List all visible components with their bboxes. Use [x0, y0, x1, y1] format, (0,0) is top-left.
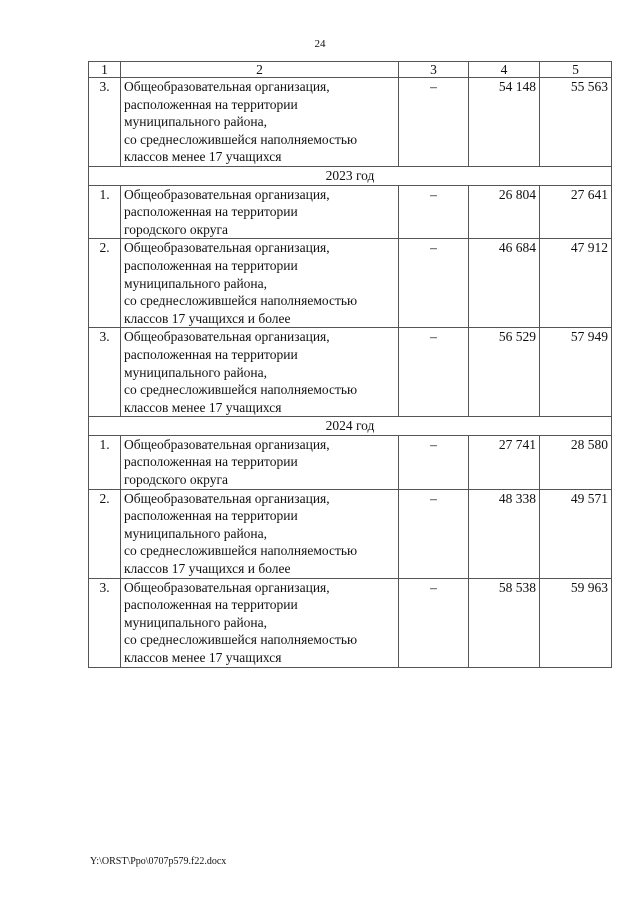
table-row: [89, 489, 612, 578]
description-line: классов 17 учащихся и более: [124, 561, 291, 577]
description-line: расположенная на территории: [124, 454, 298, 470]
description-line: городского округа: [124, 221, 229, 237]
header-cell-3: 3: [399, 62, 469, 78]
description-line: Общеобразовательная организация,: [124, 490, 330, 506]
header-cell-1: 1: [89, 62, 121, 78]
row-number-cell: 3.: [89, 328, 121, 417]
data-table: [88, 61, 612, 668]
column-5-value: 49 571: [540, 489, 612, 578]
description-cell: [121, 435, 399, 489]
description-cell: [121, 78, 399, 167]
description-line: классов менее 17 учащихся: [124, 650, 282, 665]
description-line: муниципального района,: [124, 364, 268, 380]
description-line: Общеобразовательная организация,: [124, 579, 330, 595]
description-line: Общеобразовательная организация,: [124, 329, 330, 345]
column-4-value: 58 538: [469, 578, 540, 667]
description-line: городского округа: [124, 472, 229, 488]
year-label: 2024 год: [89, 417, 612, 436]
table-row: [89, 578, 612, 667]
description-line: расположенная на территории: [124, 204, 298, 220]
column-3-cell: –: [399, 328, 469, 417]
table-row: [89, 435, 612, 489]
description-cell: [121, 185, 399, 239]
description-line: Общеобразовательная организация,: [124, 186, 330, 202]
description-line: со среднесложившейся наполняемостью: [124, 632, 358, 648]
description-cell: [121, 328, 399, 417]
description-line: расположенная на территории: [124, 346, 298, 362]
description-line: муниципального района,: [124, 614, 268, 630]
column-3-cell: –: [399, 239, 469, 328]
column-3-cell: –: [399, 78, 469, 167]
description-line: классов 17 учащихся и более: [124, 310, 291, 326]
table-row: [89, 239, 612, 328]
table-row: [89, 328, 612, 417]
row-number-cell: 1.: [89, 185, 121, 239]
description-line: со среднесложившейся наполняемостью: [124, 543, 358, 559]
description-line: расположенная на территории: [124, 508, 298, 524]
column-3-cell: –: [399, 185, 469, 239]
description-line: расположенная на территории: [124, 257, 298, 273]
column-5-value: 47 912: [540, 239, 612, 328]
description-line: со среднесложившейся наполняемостью: [124, 293, 358, 309]
description-line: Общеобразовательная организация,: [124, 240, 330, 256]
column-4-value: 26 804: [469, 185, 540, 239]
description-line: Общеобразовательная организация,: [124, 436, 330, 452]
description-cell: [121, 489, 399, 578]
column-3-cell: –: [399, 435, 469, 489]
column-4-value: 27 741: [469, 435, 540, 489]
description-line: классов менее 17 учащихся: [124, 149, 282, 165]
description-line: муниципального района,: [124, 275, 268, 291]
column-4-value: 56 529: [469, 328, 540, 417]
description-line: муниципального района,: [124, 525, 268, 541]
column-3-cell: –: [399, 578, 469, 667]
row-number-cell: 2.: [89, 489, 121, 578]
description-line: расположенная на территории: [124, 597, 298, 613]
column-5-value: 55 563: [540, 78, 612, 167]
header-cell-5: 5: [540, 62, 612, 78]
row-number-cell: 2.: [89, 239, 121, 328]
header-row: [89, 62, 612, 78]
year-row: [89, 166, 612, 185]
file-path-footer: Y:\ORST\Ppo\0707p579.f22.docx: [90, 856, 227, 867]
year-label: 2023 год: [89, 166, 612, 185]
column-5-value: 27 641: [540, 185, 612, 239]
description-line: со среднесложившейся наполняемостью: [124, 131, 358, 147]
description-line: муниципального района,: [124, 114, 268, 130]
year-row: [89, 417, 612, 436]
table-row: [89, 185, 612, 239]
table-row: [89, 78, 612, 167]
description-cell: [121, 239, 399, 328]
row-number-cell: 1.: [89, 435, 121, 489]
column-4-value: 48 338: [469, 489, 540, 578]
row-number-cell: 3.: [89, 578, 121, 667]
header-cell-4: 4: [469, 62, 540, 78]
page-number: 24: [314, 38, 326, 50]
column-5-value: 59 963: [540, 578, 612, 667]
column-4-value: 54 148: [469, 78, 540, 167]
column-5-value: 57 949: [540, 328, 612, 417]
column-5-value: 28 580: [540, 435, 612, 489]
table-body: [89, 78, 612, 668]
description-line: расположенная на территории: [124, 96, 298, 112]
description-cell: [121, 578, 399, 667]
row-number-cell: 3.: [89, 78, 121, 167]
header-cell-2: 2: [121, 62, 399, 78]
description-line: классов менее 17 учащихся: [124, 399, 282, 415]
column-3-cell: –: [399, 489, 469, 578]
description-line: со среднесложившейся наполняемостью: [124, 382, 358, 398]
column-4-value: 46 684: [469, 239, 540, 328]
description-line: Общеобразовательная организация,: [124, 79, 330, 94]
